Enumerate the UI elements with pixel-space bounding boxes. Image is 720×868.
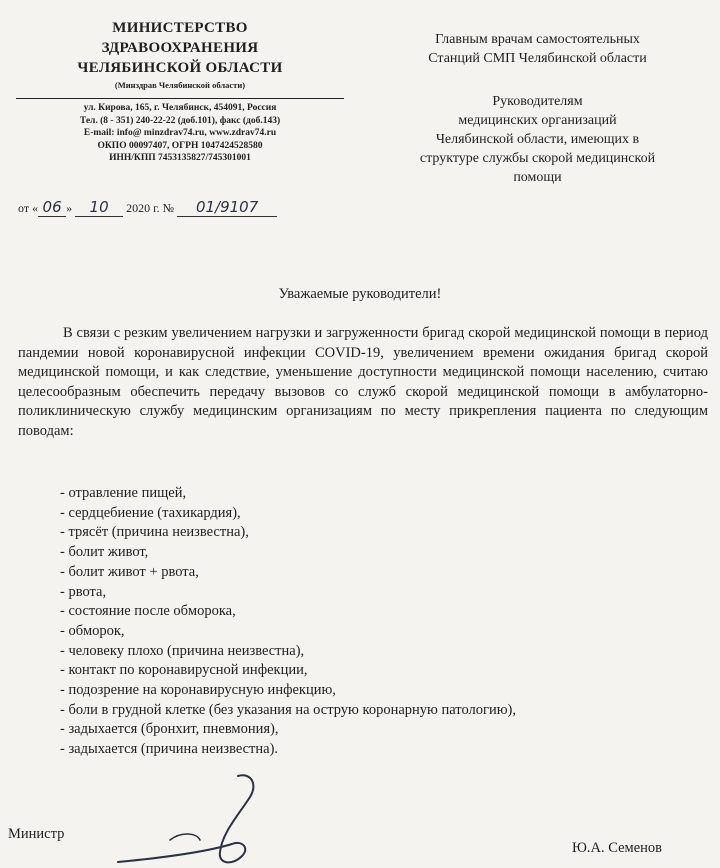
letter-body <box>18 324 708 441</box>
addressee-1-line-2: Станций СМП Челябинской области <box>428 51 647 66</box>
greeting: Уважаемые руководители! <box>278 286 442 302</box>
phone-line: Тел. (8 - 351) 240-22-22 (доб.101), факс (доб.143) <box>79 115 281 126</box>
email-line: E-mail: info@ minzdrav74.ru, www.zdrav74.ru <box>83 128 277 138</box>
addressee-2-line-3: Челябинской области, имеющих в <box>435 132 640 147</box>
ministry-name-line-3: ЧЕЛЯБИНСКОЙ ОБЛАСТИ <box>77 60 283 76</box>
inn-line: ИНН/КПП 7453135827/745301001 <box>109 153 251 163</box>
letterhead <box>10 18 350 165</box>
letterhead-divider <box>16 98 344 99</box>
list-item: - рвота, <box>60 583 107 600</box>
addressee-2-line-4: структуре службы скорой медицинской <box>419 151 656 166</box>
list-item: - подозрение на коронавирусную инфекцию, <box>60 682 336 699</box>
addressee-block-1 <box>370 30 705 68</box>
address-line: ул. Кирова, 165, г. Челябинск, 454091, Россия <box>83 103 277 113</box>
body-paragraph: В связи с резким увеличением нагрузки и загруженности бригад скорой медицинской помощи в период пандемии новой коронавирусной инфекции COVID-19, увеличением времени ожидания бригад скорой медицинской помощи, и как следствие, уменьшение доступности медицинской помощи населению, считаю целесообразным обеспечить передачу вызовов со служб скорой медицинской помощи в амбулаторно-поликлиническую службу медицинским организациям по месту прикрепления пациента по следующим поводам: <box>18 325 708 439</box>
reg-month: 10 <box>75 198 123 217</box>
registration-line <box>18 198 277 217</box>
handwritten-signature <box>110 770 310 868</box>
list-item: - задыхается (бронхит, пневмония), <box>60 721 279 738</box>
ministry-short-name: (Минздрав Челябинской области) <box>114 80 246 90</box>
signatory-title: Министр <box>8 826 65 842</box>
reg-number: 01/9107 <box>177 198 277 217</box>
reg-sep: » <box>66 201 73 215</box>
list-item: - отравление пищей, <box>60 485 187 501</box>
addressee-2-line-1: Руководителям <box>492 94 583 109</box>
addressee-1-line-1: Главным врачам самостоятельных <box>435 32 640 47</box>
list-item: - задыхается (причина неизвестна). <box>60 741 279 758</box>
list-item: - контакт по коронавирусной инфекции, <box>60 662 308 679</box>
list-item: - болит живот + рвота, <box>60 563 199 580</box>
list-item: - человеку плохо (причина неизвестна), <box>60 642 305 659</box>
addressee-2-line-2: медицинских организаций <box>458 113 617 128</box>
reasons-list <box>60 484 710 760</box>
addressee-2-line-5: помощи <box>513 170 562 185</box>
list-item: - сердцебиение (тахикардия), <box>60 504 241 521</box>
ministry-name-line-2: ЗДРАВООХРАНЕНИЯ <box>101 40 259 56</box>
list-item: - трясёт (причина неизвестна), <box>60 524 249 541</box>
reg-year: 2020 г. № <box>126 201 175 215</box>
list-item: - состояние после обморока, <box>60 603 236 620</box>
list-item: - обморок, <box>60 622 125 639</box>
addressee-block-2 <box>370 92 705 187</box>
letterhead-contacts <box>10 102 350 165</box>
signatory-name: Ю.А. Семенов <box>572 840 663 856</box>
ministry-name-line-1: МИНИСТЕРСТВО <box>112 20 248 36</box>
reg-prefix: от « <box>18 201 39 215</box>
list-item: - боли в грудной клетке (без указания на острую коронарную патологию), <box>60 701 516 718</box>
list-item: - болит живот, <box>60 544 149 561</box>
okpo-line: ОКПО 00097407, ОГРН 1047424528580 <box>97 140 263 151</box>
reg-day: 06 <box>38 198 66 217</box>
